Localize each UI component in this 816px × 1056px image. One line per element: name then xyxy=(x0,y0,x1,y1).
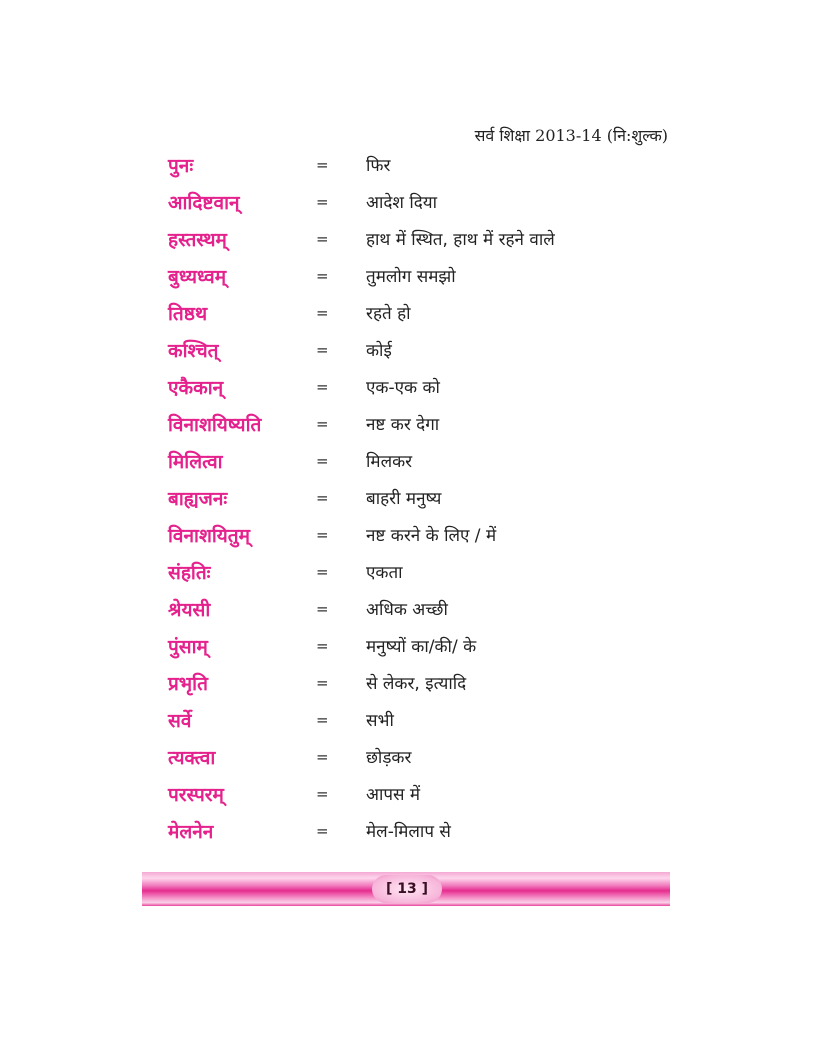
glossary-term: त्यक्त्वा xyxy=(168,746,216,769)
equals-sign: = xyxy=(316,192,329,211)
glossary-meaning: कोई xyxy=(366,341,392,361)
header-title: सर्व शिक्षा 2013-14 (नि:शुल्क) xyxy=(474,126,668,145)
equals-sign: = xyxy=(316,451,329,470)
glossary-term: परस्परम् xyxy=(168,783,224,806)
glossary-meaning: एकता xyxy=(366,563,403,583)
glossary-term: विनाशयितुम् xyxy=(168,524,251,547)
glossary-meaning: मिलकर xyxy=(366,452,413,472)
glossary-row xyxy=(168,257,688,294)
equals-sign: = xyxy=(316,562,329,581)
glossary-row xyxy=(168,146,688,183)
glossary-row xyxy=(168,775,688,812)
equals-sign: = xyxy=(316,636,329,655)
equals-sign: = xyxy=(316,747,329,766)
glossary-meaning: छोड़कर xyxy=(366,748,412,768)
glossary-meaning: आपस में xyxy=(366,785,421,805)
glossary-term: तिष्ठथ xyxy=(168,302,208,325)
glossary-row xyxy=(168,590,688,627)
glossary-term: संहतिः xyxy=(168,561,211,584)
glossary-term: विनाशयिष्यति xyxy=(168,413,262,436)
glossary-meaning: फिर xyxy=(366,156,391,176)
glossary-row xyxy=(168,516,688,553)
glossary-meaning: एक-एक को xyxy=(366,378,440,398)
glossary-term: आदिष्टवान् xyxy=(168,191,240,214)
equals-sign: = xyxy=(316,266,329,285)
equals-sign: = xyxy=(316,525,329,544)
glossary-term: हस्तस्थम् xyxy=(168,228,227,251)
glossary-meaning: सभी xyxy=(366,711,394,731)
glossary-row xyxy=(168,368,688,405)
glossary-term: सर्वे xyxy=(168,709,192,732)
equals-sign: = xyxy=(316,340,329,359)
glossary-term: मिलित्वा xyxy=(168,450,223,473)
equals-sign: = xyxy=(316,784,329,803)
glossary-row xyxy=(168,442,688,479)
glossary-row xyxy=(168,627,688,664)
glossary-row xyxy=(168,294,688,331)
equals-sign: = xyxy=(316,673,329,692)
glossary-list xyxy=(168,146,688,849)
equals-sign: = xyxy=(316,710,329,729)
page-number: [ 13 ] xyxy=(372,875,442,903)
equals-sign: = xyxy=(316,599,329,618)
glossary-term: श्रेयसी xyxy=(168,598,211,621)
glossary-row xyxy=(168,405,688,442)
glossary-meaning: बाहरी मनुष्य xyxy=(366,489,442,509)
glossary-row xyxy=(168,812,688,849)
glossary-row xyxy=(168,701,688,738)
glossary-term: पुनः xyxy=(168,154,194,177)
equals-sign: = xyxy=(316,155,329,174)
glossary-meaning: मेल-मिलाप से xyxy=(366,822,451,842)
glossary-meaning: नष्ट करने के लिए / में xyxy=(366,526,497,546)
glossary-term: कश्चित् xyxy=(168,339,219,362)
glossary-term: पुंसाम् xyxy=(168,635,208,658)
glossary-row xyxy=(168,183,688,220)
glossary-row xyxy=(168,220,688,257)
glossary-meaning: तुमलोग समझो xyxy=(366,267,456,287)
glossary-meaning: आदेश दिया xyxy=(366,193,438,213)
glossary-row xyxy=(168,331,688,368)
glossary-term: बाह्यजनः xyxy=(168,487,228,510)
glossary-row xyxy=(168,553,688,590)
glossary-term: एकैकान् xyxy=(168,376,224,399)
glossary-meaning: मनुष्यों का/की/ के xyxy=(366,637,477,657)
glossary-term: प्रभृति xyxy=(168,672,208,695)
glossary-meaning: हाथ में स्थित, हाथ में रहने वाले xyxy=(366,230,555,250)
glossary-term: मेलनेन xyxy=(168,820,214,843)
equals-sign: = xyxy=(316,488,329,507)
glossary-row xyxy=(168,664,688,701)
glossary-meaning: अधिक अच्छी xyxy=(366,600,448,620)
glossary-meaning: रहते हो xyxy=(366,304,411,324)
equals-sign: = xyxy=(316,414,329,433)
equals-sign: = xyxy=(316,377,329,396)
equals-sign: = xyxy=(316,303,329,322)
glossary-meaning: नष्ट कर देगा xyxy=(366,415,440,435)
glossary-meaning: से लेकर, इत्यादि xyxy=(366,674,467,694)
glossary-row xyxy=(168,479,688,516)
glossary-term: बुध्यध्वम् xyxy=(168,265,227,288)
equals-sign: = xyxy=(316,821,329,840)
equals-sign: = xyxy=(316,229,329,248)
glossary-row xyxy=(168,738,688,775)
